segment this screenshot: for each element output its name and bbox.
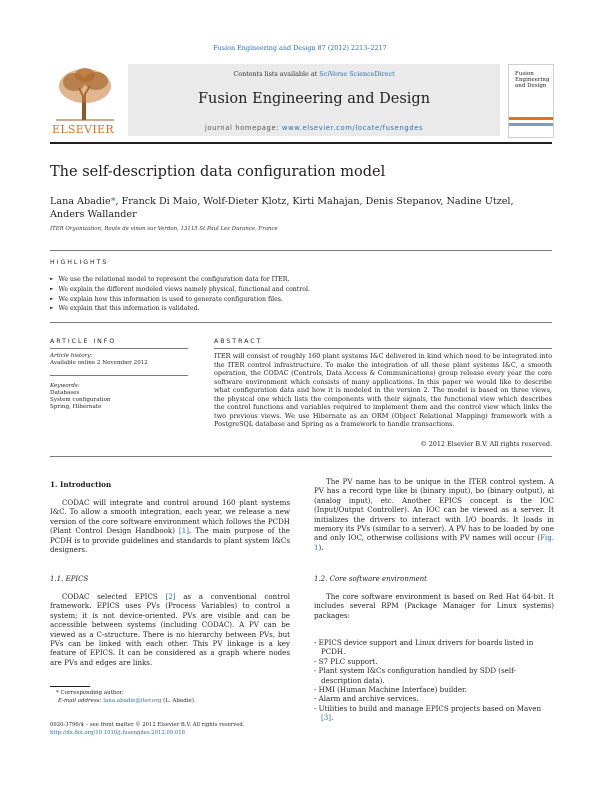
reference-link[interactable]: [1] [178, 526, 189, 536]
highlight-item: ► We explain that this information is validated. [50, 305, 310, 315]
list-item: - Alarm and archive services. [314, 694, 419, 704]
contents-prefix: Contents lists available at [233, 70, 320, 78]
cover-stripe [509, 123, 553, 126]
issn-line: 0920-3796/$ – see front matter © 2012 Elsevier B.V. All rights reserved. [50, 722, 245, 728]
author-name[interactable]: Lana Abadie [50, 196, 111, 207]
sciencedirect-link[interactable]: SciVerse ScienceDirect [319, 70, 395, 78]
list-item: - EPICS device support and Linux drivers for boards listed in PCDH. [314, 638, 534, 657]
divider [50, 250, 552, 251]
text-run: CODAC selected EPICS [62, 592, 166, 601]
corresponding-author-footnote [50, 690, 196, 705]
divider [50, 322, 552, 323]
reference-link[interactable]: [2] [165, 592, 176, 601]
history-label: Article history: [50, 353, 93, 359]
list-item: - Plant system I&Cs configuration handled by SDD (self-description data). [314, 666, 516, 685]
header-divider [50, 142, 552, 144]
subsection-heading-core-software: 1.2. Core software environment [314, 575, 427, 583]
cover-title: Fusion Engineering and Design [515, 71, 550, 89]
journal-citation[interactable]: Fusion Engineering and Design 87 (2012) 2213–2217 [213, 44, 387, 52]
author-names: Anders Wallander [50, 208, 137, 220]
highlights-list [50, 276, 310, 315]
introduction-paragraph [50, 498, 290, 554]
abstract-text: ITER will consist of roughly 160 plant systems I&C delivered in kind which need to be integrated into the ITER control infrastructure. To make the integration of all these plant systems I&C, a smooth operation, the CODAC (Controls, Data Access & Communications) group release every year the core software environment which consists of many applications. In this paper we would like to describe what configuration data and how it is modeled in the version 2. The model is based on three views, the physical one which lists the components with their signals, the functional view which describes the control functions and variables required to implement them and the control view which links the two previous views. We use Hibernate as an ORM (Object Relational Mapping) framework with a PostgreSQL database and Spring as a framework to handle transactions. [214, 352, 552, 428]
divider [50, 348, 188, 349]
author-names: , Franck Di Maio, Wolf-Dieter Klotz, Kirti Mahajan, Denis Stepanov, Nadine Utzel, [115, 196, 514, 207]
text-run: The PV name has to be unique in the ITER control system. A PV has a record type like bi (binary input), bo (binary output), ai (analog input), etc. Another EPICS concept is the IOC (Input/Output Controller). An IOC can be viewed as a server. It initializes the drivers to interact with I/O boards. It loads in memory its PVs (similar to a server). A PV has to be loaded by one and only IOC, otherwise collisions with PV names will occur ( [314, 477, 554, 543]
pv-paragraph [314, 477, 554, 552]
affiliation: ITER Organization, Route de vinon sur Verdon, 13115 St Paul Lez Durance, France [50, 226, 278, 232]
article-history [50, 353, 188, 367]
divider [214, 348, 552, 349]
homepage-link[interactable]: www.elsevier.com/locate/fusengdes [281, 124, 424, 132]
text-run: ). [318, 542, 324, 552]
keyword: Databases [50, 390, 80, 396]
email-link[interactable]: lana.abadie@iter.org [103, 697, 162, 704]
history-value: Available online 2 November 2012 [50, 360, 148, 366]
subsection-heading-epics: 1.1. EPICS [50, 575, 89, 583]
corresponding-author-mark[interactable]: * [110, 196, 116, 207]
section-heading-introduction: 1. Introduction [50, 480, 112, 489]
journal-homepage [128, 124, 500, 132]
doi-link[interactable]: http://dx.doi.org/10.1016/j.fusengdes.2012.09.018 [50, 729, 185, 736]
text-run: CODAC will integrate and control around 160 plant systems I&C. To allow a smooth integration, each year, we release a new version of the core software environment which follows the PCDH (Plant Control Design Handbook) [50, 498, 290, 536]
text-run: (L. Abadie). [161, 697, 196, 704]
cover-stripe [509, 117, 553, 120]
homepage-label: journal homepage: [204, 124, 282, 132]
text-run: - Utilities to build and manage EPICS projects based on Maven [314, 703, 542, 713]
abstract-heading: ABSTRACT [214, 338, 263, 345]
highlight-item: ► We explain the different modeled views namely physical, functional and control. [50, 286, 310, 296]
reference-link[interactable]: [3] [321, 713, 332, 723]
publisher-wordmark[interactable]: ELSEVIER [52, 123, 114, 136]
front-matter [50, 722, 244, 737]
author-list [50, 196, 550, 221]
article-title: The self-description data configuration model [50, 164, 386, 180]
text-run: . [331, 713, 334, 723]
contents-available [128, 70, 500, 78]
email-label: E-mail address: [58, 697, 102, 704]
keywords [50, 383, 188, 411]
text-run: . The main purpose of the PCDH is to provide guidelines and standards to plant system I&Cs designers. [50, 526, 290, 555]
package-list [314, 638, 554, 723]
list-item: - HMI (Human Machine Interface) builder. [314, 685, 467, 695]
divider [50, 375, 188, 376]
copyright-notice: © 2012 Elsevier B.V. All rights reserved. [420, 440, 552, 448]
keyword: Spring, Hibernate [50, 404, 102, 410]
footnote-rule [50, 686, 90, 687]
divider [50, 456, 552, 457]
figure-link[interactable]: Fig. 1 [314, 533, 554, 552]
list-item: - S7 PLC support. [314, 656, 378, 666]
article-info-heading: ARTICLE INFO [50, 338, 117, 345]
keywords-label: Keywords: [50, 383, 80, 389]
core-software-paragraph [314, 592, 554, 620]
journal-title: Fusion Engineering and Design [197, 91, 431, 107]
highlight-item: ► We use the relational model to represent the configuration data for ITER. [50, 276, 310, 286]
list-item [314, 704, 554, 723]
journal-cover-thumbnail[interactable] [508, 64, 554, 138]
highlights-heading: HIGHLIGHTS [50, 259, 109, 266]
keyword: System configuration [50, 397, 111, 403]
epics-paragraph [50, 592, 290, 667]
text-run: as a conventional control framework. EPICS uses PVs (Process Variables) to control a system; it is not device-oriented. PVs are visible and can be accessible between systems (including CODAC). A PV can be viewed as a C-structure. There is no hierarchy between PVs, but PVs can be linked with each other. This PV linkage is a key feature of EPICS. It can be considered as a graph where nodes are PVs and edges are links. [50, 592, 290, 667]
corresponding-author-note: * Corresponding author. [56, 690, 124, 696]
highlight-item: ► We explain how this information is used to generate configuration files. [50, 296, 310, 306]
core-paragraph-text: The core software environment is based on Red Hat 64-bit. It includes several RPM (Package Manager for Linux systems) packages: [314, 592, 554, 620]
